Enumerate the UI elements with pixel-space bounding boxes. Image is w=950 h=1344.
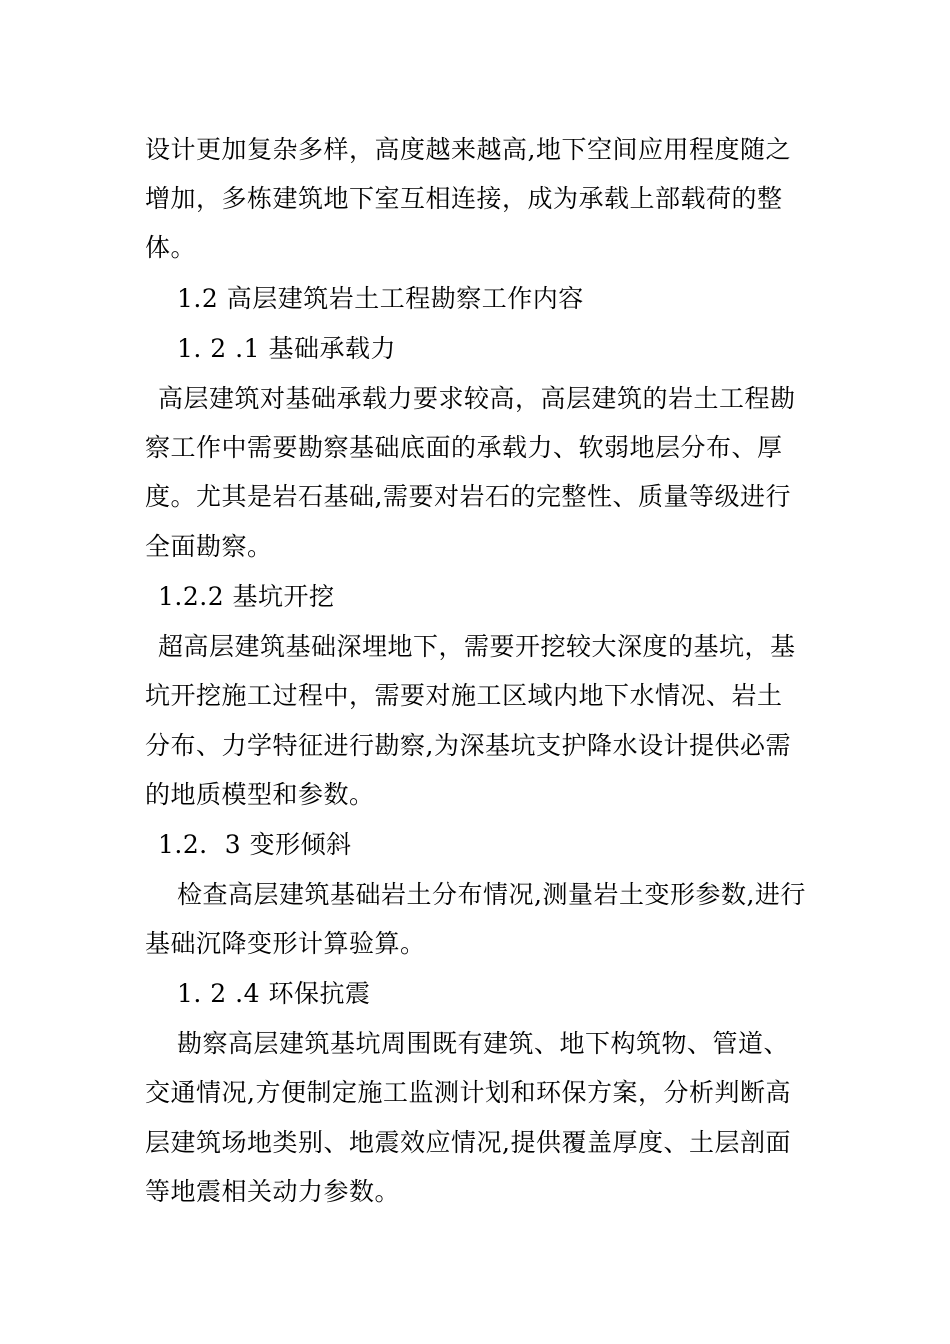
- paragraph-line: 高层建筑对基础承载力要求较高，高层建筑的岩土工程勘: [158, 384, 796, 413]
- paragraph-line: 交通情况,方便制定施工监测计划和环保方案，分析判断高: [145, 1078, 791, 1107]
- section-heading: 1.2 高层建筑岩土工程勘察工作内容: [177, 284, 584, 313]
- paragraph-line: 勘察高层建筑基坑周围既有建筑、地下构筑物、管道、: [177, 1029, 790, 1058]
- paragraph-line: 体。: [145, 233, 197, 262]
- paragraph-line: 超高层建筑基础深埋地下，需要开挖较大深度的基坑，基: [158, 632, 796, 661]
- subsection-heading: 1.2．3 变形倾斜: [158, 830, 352, 859]
- paragraph-line: 检查高层建筑基础岩土分布情况,测量岩土变形参数,进行: [177, 880, 806, 909]
- subsection-heading: 1.2.2 基坑开挖: [158, 582, 335, 611]
- paragraph-line: 基础沉降变形计算验算。: [145, 929, 426, 958]
- paragraph-line: 设计更加复杂多样，高度越来越高,地下空间应用程度随之: [145, 135, 791, 164]
- subsection-heading: 1. 2 .1 基础承载力: [177, 334, 396, 363]
- paragraph-line: 分布、力学特征进行勘察,为深基坑支护降水设计提供必需: [145, 731, 791, 760]
- paragraph-line: 全面勘察。: [145, 532, 273, 561]
- paragraph-line: 增加，多栋建筑地下室互相连接，成为承载上部载荷的整: [145, 184, 783, 213]
- paragraph-line: 层建筑场地类别、地震效应情况,提供覆盖厚度、土层剖面: [145, 1128, 791, 1157]
- paragraph-line: 坑开挖施工过程中，需要对施工区域内地下水情况、岩土: [145, 681, 783, 710]
- subsection-heading: 1. 2 .4 环保抗震: [177, 979, 371, 1008]
- paragraph-line: 等地震相关动力参数。: [145, 1177, 401, 1206]
- paragraph-line: 度。尤其是岩石基础,需要对岩石的完整性、质量等级进行: [145, 482, 791, 511]
- paragraph-line: 察工作中需要勘察基础底面的承载力、软弱地层分布、厚: [145, 433, 783, 462]
- paragraph-line: 的地质模型和参数。: [145, 780, 375, 809]
